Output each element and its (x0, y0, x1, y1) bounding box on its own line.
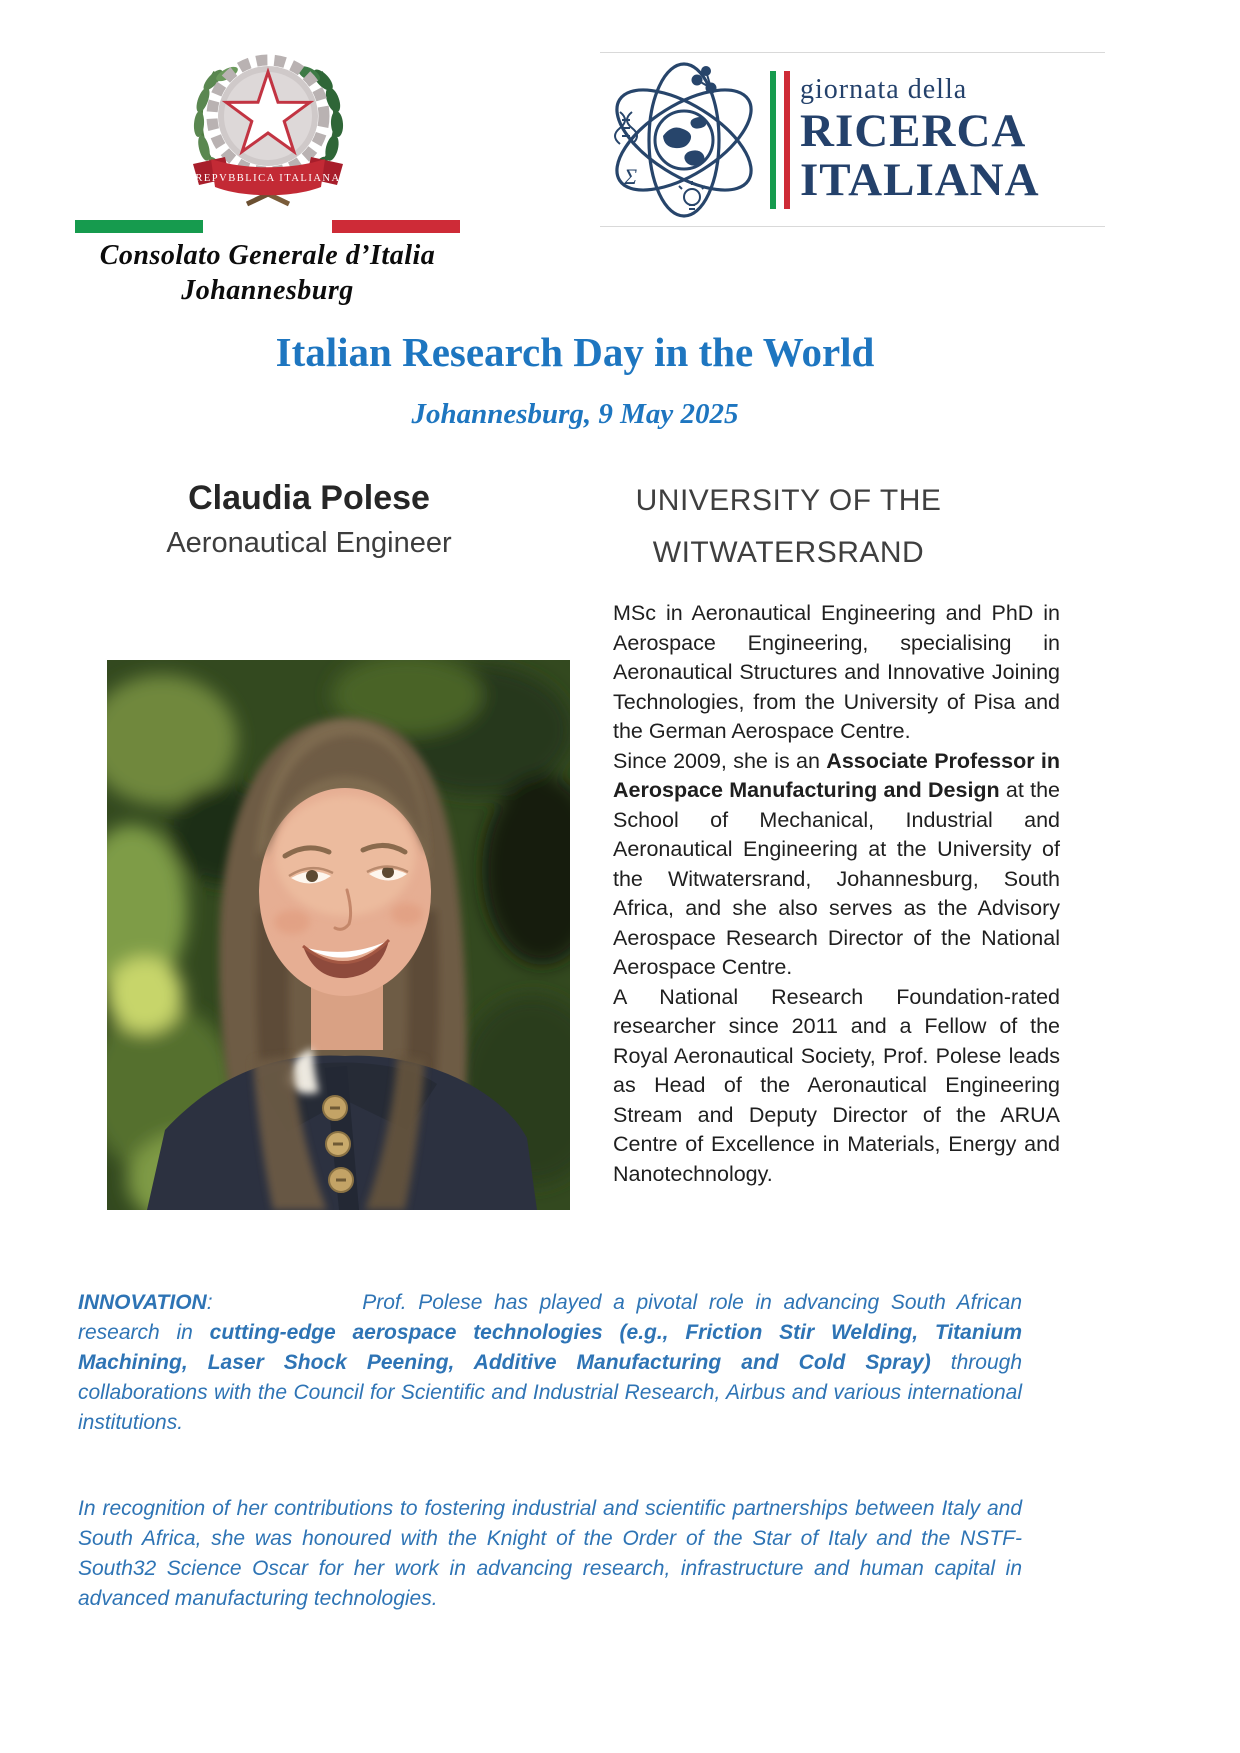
italian-flag-bar (75, 220, 460, 233)
institution-line1: UNIVERSITY OF THE (635, 484, 942, 517)
sigma-icon: Σ (624, 163, 638, 189)
page-subtitle: Johannesburg, 9 May 2025 (411, 398, 739, 430)
bio-paragraph: A National Research Foundation-rated researcher since 2011 and a Fellow of the Royal Aeronautical Society, Prof. Polese leads as Head of the Aeronautical Engineering Stream and Deputy Director of the ARUA Centre of Excellence in Materials, Energy and Nanotechnology. (613, 984, 1060, 1186)
consulate-block (75, 38, 460, 308)
stripe-green (770, 71, 776, 209)
recognition-paragraph: In recognition of her contributions to fostering industrial and scientific partnerships between Italy and South Africa, she was honoured with the Knight of the Order of the Star of Italy and the NSTF-South32 Science Oscar for her work in advancing research, infrastructure and human capital in advanced manufacturing technologies. (78, 1497, 1022, 1610)
page-title: Italian Research Day in the World (275, 329, 875, 375)
logo-text-ricerca: RICERCA (800, 104, 1027, 157)
highlights-section (78, 1288, 1022, 1614)
bio-paragraph: Since 2009, she is an Associate Professor in Aerospace Manufacturing and Design at the School of Mechanical, Industrial and Aeronautical Engineering at the University of the Witwatersrand, Johannesburg, South Africa, and she also serves as the Advisory Aerospace Research Director of the National Aerospace Centre. (613, 748, 1060, 979)
ricerca-italiana-logo (600, 52, 1105, 227)
logo-text-italiana: ITALIANA (800, 153, 1040, 206)
consulate-name: Consolato Generale d’Italia (99, 240, 436, 271)
consulate-city: Johannesburg (181, 275, 354, 306)
flag-red-segment (332, 220, 460, 233)
flag-white-segment (203, 220, 331, 233)
bio-paragraph: MSc in Aeronautical Engineering and PhD in Aerospace Engineering, specialising in Aeronautical Structures and Innovative Joining Technologies, from the University of Pisa and the German Aerospace Centre. (613, 601, 1060, 743)
flag-green-segment (75, 220, 203, 233)
institution-line2: WITWATERSRAND (652, 536, 925, 569)
flag-stripes (770, 71, 790, 209)
person-role: Aeronautical Engineer (166, 527, 452, 559)
bio-text (613, 599, 1060, 1189)
ribbon-text: REPVBBLICA ITALIANA (194, 173, 341, 184)
italy-emblem (153, 38, 383, 215)
institution-heading (565, 475, 1012, 579)
logo-text-giornata: giornata della (800, 73, 968, 105)
bio-column (613, 475, 1060, 1189)
person-name: Claudia Polese (188, 479, 430, 517)
italy-emblem-graphic (153, 38, 383, 210)
stripe-red (784, 71, 790, 209)
atom-globe-icon (600, 56, 768, 224)
person-column (78, 476, 570, 1210)
portrait-photo (107, 660, 570, 1210)
innovation-paragraph: INNOVATION: Prof. Polese has played a pivotal role in advancing South African research in cutting-edge aerospace technologies (e.g., Friction Stir Welding, Titanium Machining, Laser Shock Peening, Additive Manufacturing and Cold Spray) through collaborations with the Council for Scientific and Industrial Research, Airbus and various international institutions. (78, 1291, 1023, 1434)
